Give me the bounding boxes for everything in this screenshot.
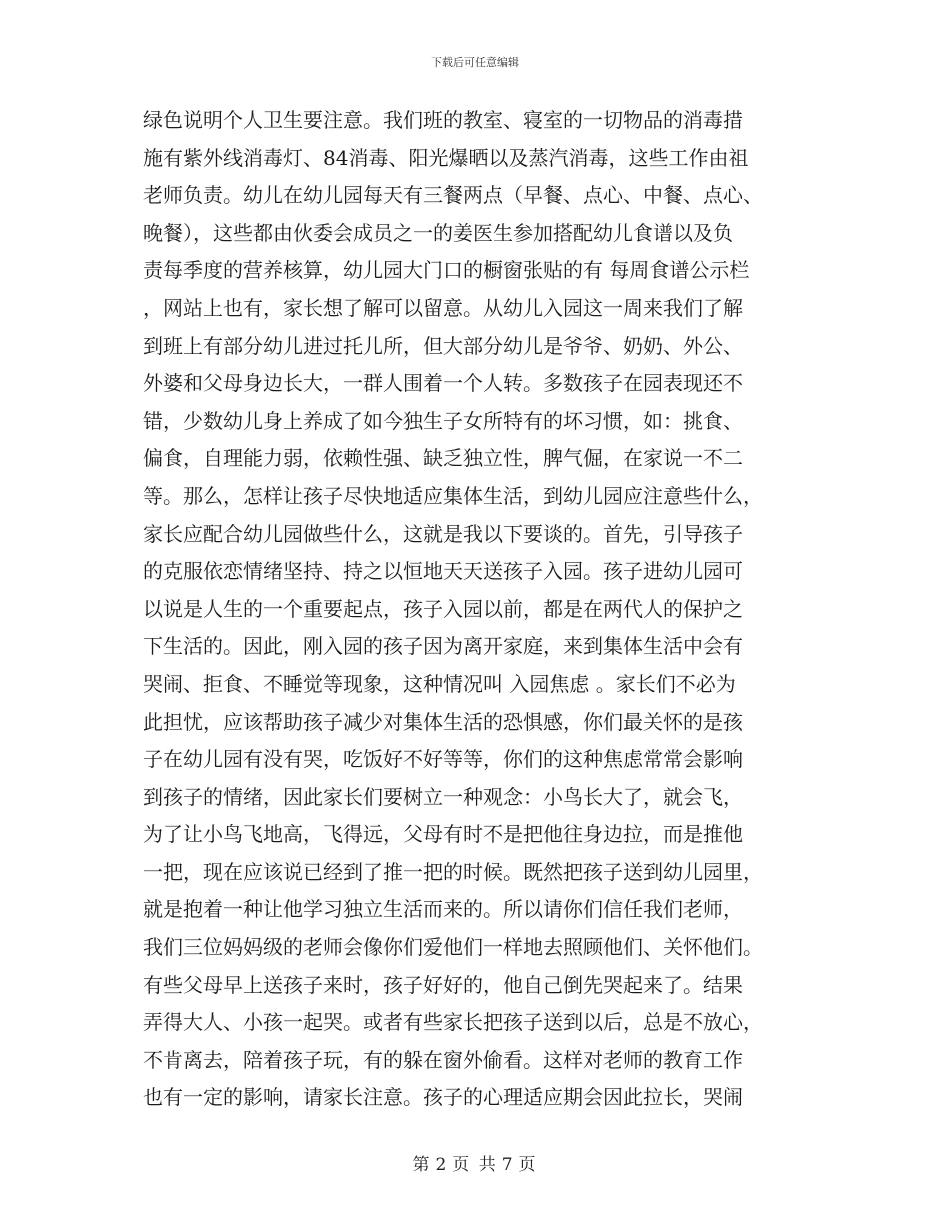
- footer-middle: 页 共: [452, 1155, 498, 1175]
- text-line: 晚餐），这些都由伙委会成员之一的姜医生参加搭配幼儿食谱以及负: [143, 220, 733, 245]
- text-line: 一把，现在应该说已经到了推一把的时候。既然把孩子送到幼儿园里，: [143, 859, 763, 884]
- text-line: 也有一定的影响，请家长注意。孩子的心理适应期会因此拉长，哭闹: [143, 1085, 743, 1110]
- text-line: 有些父母早上送孩子来时，孩子好好的，他自己倒先哭起来了。结果: [143, 972, 743, 997]
- text-line: 哭闹、拒食、不睡觉等现象，这种情况叫 入园焦虑 。家长们不必为: [143, 671, 736, 696]
- text-line: 为了让小鸟飞地高，飞得远，父母有时不是把他往身边拉，而是推他: [143, 822, 743, 847]
- text-line: 子在幼儿园有没有哭，吃饭好不好等等，你们的这种焦虑常常会影响: [143, 747, 743, 772]
- text-line: 老师负责。幼儿在幼儿园每天有三餐两点（早餐、点心、中餐、点心、: [143, 183, 763, 208]
- text-line: 此担忧，应该帮助孩子减少对集体生活的恐惧感，你们最关怀的是孩: [143, 709, 743, 734]
- text-line: 就是抱着一种让他学习独立生活而来的。所以请你们信任我们老师，: [143, 897, 743, 922]
- footer-current-page: 2: [435, 1155, 449, 1175]
- text-line: 家长应配合幼儿园做些什么，这就是我以下要谈的。首先，引导孩子: [143, 521, 743, 546]
- text-line: 到班上有部分幼儿进过托儿所，但大部分幼儿是爷爷、奶奶、外公、: [143, 333, 743, 358]
- body-text: [143, 102, 803, 1117]
- text-line: 偏食，自理能力弱，依赖性强、缺乏独立性，脾气倔，在家说一不二: [143, 446, 743, 471]
- page-footer: [0, 1150, 950, 1175]
- text-line: 绿色说明个人卫生要注意。我们班的教室、寝室的一切物品的消毒措: [143, 108, 743, 132]
- footer-prefix: 第: [412, 1155, 432, 1175]
- text-line: 我们三位妈妈级的老师会像你们爱他们一样地去照顾他们、关怀他们。: [143, 935, 763, 960]
- text-line: 外婆和父母身边长大，一群人围着一个人转。多数孩子在园表现还不: [143, 371, 743, 396]
- text-line: 到孩子的情绪，因此家长们要树立一种观念：小鸟长大了，就会飞，: [143, 784, 743, 809]
- text-line: 等。那么，怎样让孩子尽快地适应集体生活，到幼儿园应注意些什么，: [143, 483, 763, 508]
- footer-total-pages: 7: [501, 1155, 515, 1175]
- text-line: 责每季度的营养核算，幼儿园大门口的橱窗张贴的有 每周食谱公示栏: [143, 258, 750, 283]
- text-line: 不肯离去，陪着孩子玩，有的躲在窗外偷看。这样对老师的教育工作: [143, 1047, 743, 1072]
- text-line: 弄得大人、小孩一起哭。或者有些家长把孩子送到以后，总是不放心，: [143, 1010, 763, 1035]
- text-line: 以说是人生的一个重要起点，孩子入园以前，都是在两代人的保护之: [143, 596, 743, 621]
- text-line: 的克服依恋情绪坚持、持之以恒地天天送孩子入园。孩子进幼儿园可: [143, 559, 743, 584]
- text-line: 错，少数幼儿身上养成了如今独生子女所特有的坏习惯，如：挑食、: [143, 408, 743, 433]
- page-header-note: 下载后可任意编辑: [431, 56, 519, 69]
- text-line: 下生活的。因此，刚入园的孩子因为离开家庭，来到集体生活中会有: [143, 634, 743, 659]
- text-line: ，网站上也有，家长想了解可以留意。从幼儿入园这一周来我们了解: [143, 295, 743, 320]
- footer-suffix: 页: [518, 1155, 538, 1175]
- text-line: 施有紫外线消毒灯、84消毒、阳光爆晒以及蒸汽消毒，这些工作由祖: [143, 145, 749, 170]
